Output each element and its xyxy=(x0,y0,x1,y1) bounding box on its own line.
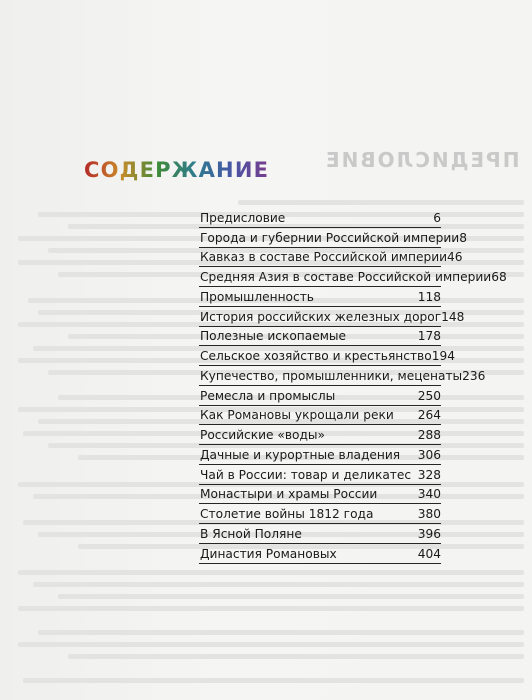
toc-entry-title: Промышленность xyxy=(200,289,314,304)
toc-entry xyxy=(199,228,467,248)
toc-entry-title: Российские «воды» xyxy=(200,428,326,442)
toc-entry-title: Дачные и курортные владения xyxy=(200,447,401,462)
toc-entry-title: Столетие войны 1812 года xyxy=(200,507,374,521)
toc-entry-page: 118 xyxy=(417,289,441,304)
show-through-line xyxy=(23,678,524,683)
toc-entry-page: 68 xyxy=(491,270,507,284)
toc-entry-page: 8 xyxy=(459,230,467,245)
toc-entry xyxy=(199,248,463,268)
toc-entry-page: 46 xyxy=(447,250,463,265)
toc-entry-page: 6 xyxy=(433,210,441,225)
toc-entry-page: 306 xyxy=(417,447,441,462)
toc-entry-title: Династия Романовых xyxy=(200,546,337,561)
toc-entry-title: Предисловие xyxy=(200,210,286,225)
toc-entry-title: Города и губернии Российской империи xyxy=(200,230,460,245)
page-title-text: СОДЕРЖАНИЕ xyxy=(84,158,270,182)
show-through-line xyxy=(18,642,524,647)
toc-entry-page: 396 xyxy=(417,526,441,541)
toc-entry xyxy=(199,267,507,287)
toc-entry-title: Полезные ископаемые xyxy=(200,329,347,344)
toc-entry-title: Средняя Азия в составе Российской империи xyxy=(200,270,492,284)
toc-entry-page: 404 xyxy=(417,546,441,561)
toc-entry xyxy=(199,386,441,406)
toc-entry xyxy=(199,366,486,386)
page-title xyxy=(84,158,269,182)
show-through-line xyxy=(33,582,524,587)
toc-entry xyxy=(199,524,441,544)
table-of-contents xyxy=(199,208,507,564)
toc-entry xyxy=(199,346,455,366)
toc-entry-page: 264 xyxy=(417,408,441,423)
toc-entry-page: 380 xyxy=(417,507,441,521)
toc-entry-page: 236 xyxy=(462,368,486,383)
show-through-line xyxy=(18,606,524,611)
toc-entry-page: 178 xyxy=(417,329,441,344)
show-through-line xyxy=(68,654,524,659)
toc-entry-page: 148 xyxy=(441,309,465,324)
toc-entry-page: 340 xyxy=(417,487,441,502)
toc-entry xyxy=(199,406,441,426)
toc-entry-page: 250 xyxy=(417,388,441,403)
toc-entry-title: Как Романовы укрощали реки xyxy=(200,408,394,423)
toc-entry-title: Купечество, промышленники, меценаты xyxy=(200,368,463,383)
toc-entry xyxy=(199,208,441,228)
toc-entry xyxy=(199,465,441,485)
toc-entry-title: Чай в России: товар и деликатес xyxy=(200,467,412,482)
toc-entry-title: История российских железных дорог xyxy=(200,309,442,324)
toc-entry xyxy=(199,287,441,307)
toc-entry-title: Ремесла и промыслы xyxy=(200,388,336,403)
toc-entry-page: 194 xyxy=(431,349,455,363)
toc-entry-title: Монастыри и храмы России xyxy=(200,487,378,502)
show-through-line xyxy=(18,570,524,575)
toc-entry xyxy=(199,445,441,465)
toc-entry xyxy=(199,425,441,445)
toc-entry xyxy=(199,504,441,524)
toc-entry-title: Сельское хозяйство и крестьянство xyxy=(200,349,432,363)
show-through-line xyxy=(38,630,524,635)
toc-entry xyxy=(199,307,465,327)
toc-entry xyxy=(199,327,441,347)
ghost-heading: ПРЕДИСЛОВИЕ xyxy=(324,148,520,172)
toc-entry-page: 288 xyxy=(417,428,441,442)
show-through-line xyxy=(238,200,524,205)
show-through-line xyxy=(58,594,524,599)
toc-entry xyxy=(199,485,441,505)
toc-entry-page: 328 xyxy=(417,467,441,482)
toc-entry xyxy=(199,544,441,564)
toc-entry-title: Кавказ в составе Российской империи xyxy=(200,250,448,265)
toc-entry-title: В Ясной Поляне xyxy=(200,526,302,541)
